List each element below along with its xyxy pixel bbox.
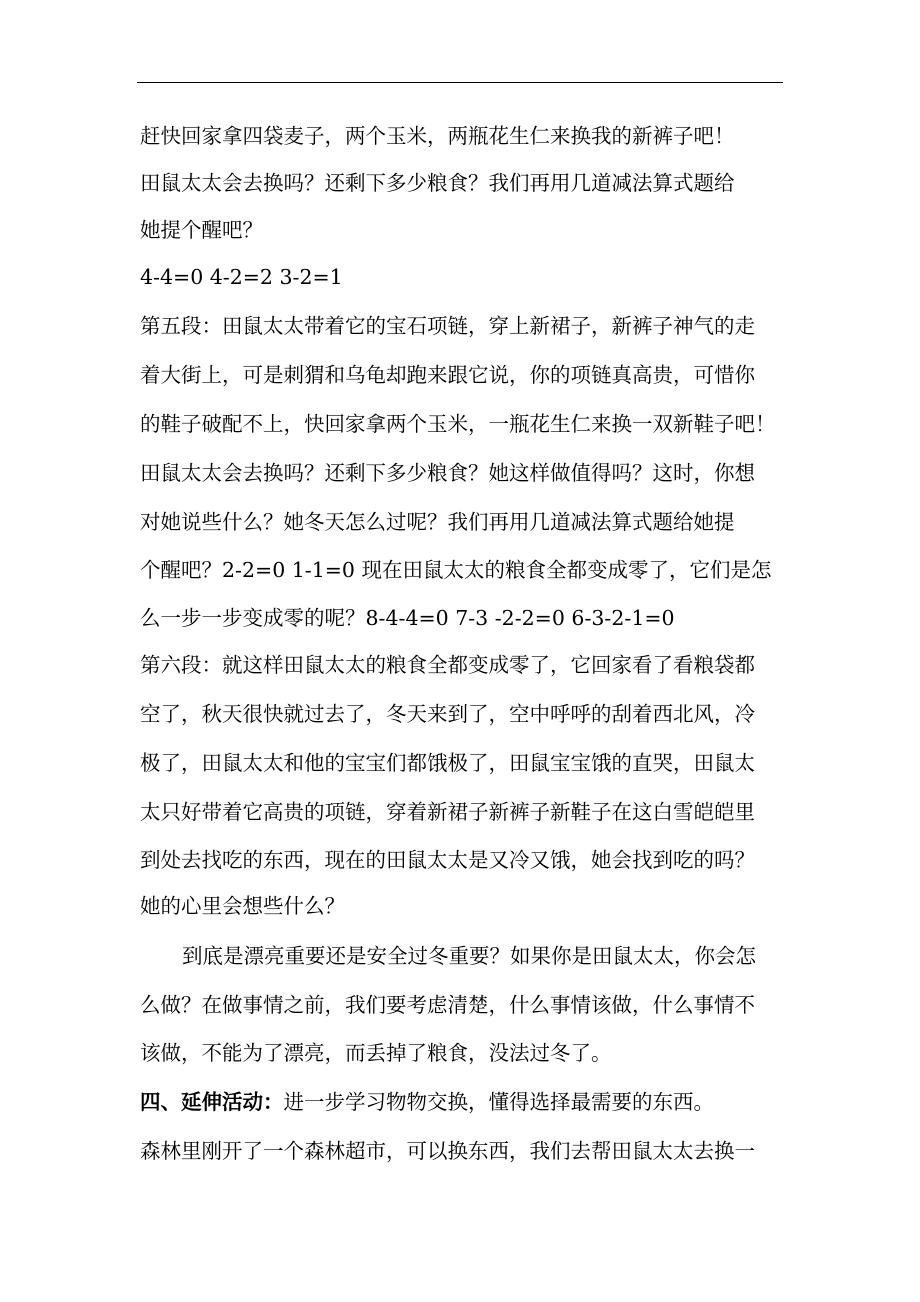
math-line-1: 4-4=0 4-2=2 3-2=1 xyxy=(140,265,343,289)
section-4-text: 进一步学习物物交换，懂得选择最需要的东西。 xyxy=(283,1090,714,1114)
text-line-9: 对她说些什么？她冬天怎么过呢？我们再用几道减法算式题给她提 xyxy=(140,510,735,534)
text-line-19: 么做？在做事情之前，我们要考虑清楚，什么事情该做，什么事情不 xyxy=(140,993,755,1017)
text-line-2: 田鼠太太会去换吗？还剩下多少粮食？我们再用几道减法算式题给 xyxy=(140,171,735,195)
text-line-16: 到处去找吃的东西，现在的田鼠太太是又冷又饿，她会找到吃的吗？ xyxy=(140,848,755,872)
text-line-7: 的鞋子破配不上，快回家拿两个玉米，一瓶花生仁来换一双新鞋子吧！ xyxy=(140,412,776,436)
text-line-1: 赶快回家拿四袋麦子，两个玉米，两瓶花生仁来换我的新裤子吧！ xyxy=(140,124,735,148)
text-line-12: 第六段：就这样田鼠太太的粮食全都变成零了，它回家看了看粮袋都 xyxy=(140,653,755,677)
text-line-5: 第五段：田鼠太太带着它的宝石项链，穿上新裙子，新裤子神气的走 xyxy=(140,314,755,338)
text-line-3: 她提个醒吧？ xyxy=(140,218,263,242)
text-line-20: 该做，不能为了漂亮，而丢掉了粮食，没法过冬了。 xyxy=(140,1041,612,1065)
text-line-11: 么一步一步变成零的呢？8-4-4=0 7-3 -2-2=0 6-3-2-1=0 xyxy=(140,606,675,630)
text-line-15: 太只好带着它高贵的项链，穿着新裙子新裤子新鞋子在这白雪皑皑里 xyxy=(140,800,755,824)
section-4-line xyxy=(140,1080,714,1124)
text-line-18: 到底是漂亮重要还是安全过冬重要？如果你是田鼠太太，你会怎 xyxy=(182,944,756,968)
text-line-13: 空了，秋天很快就过去了，冬天来到了，空中呼呼的刮着西北风，冷 xyxy=(140,702,755,726)
text-line-14: 极了，田鼠太太和他的宝宝们都饿极了，田鼠宝宝饿的直哭，田鼠太 xyxy=(140,751,755,775)
text-line-last: 森林里刚开了一个森林超市，可以换东西，我们去帮田鼠太太去换一 xyxy=(140,1139,755,1163)
text-line-6: 着大街上，可是刺猬和乌龟却跑来跟它说，你的项链真高贵，可惜你 xyxy=(140,363,755,387)
text-line-10: 个醒吧？2-2=0 1-1=0 现在田鼠太太的粮食全都变成零了，它们是怎 xyxy=(140,558,772,582)
text-line-17: 她的心里会想些什么？ xyxy=(140,894,345,918)
section-4-heading: 四、延伸活动： xyxy=(140,1090,284,1114)
text-line-8: 田鼠太太会去换吗？还剩下多少粮食？她这样做值得吗？这时，你想 xyxy=(140,461,755,485)
header-rule xyxy=(137,82,783,83)
